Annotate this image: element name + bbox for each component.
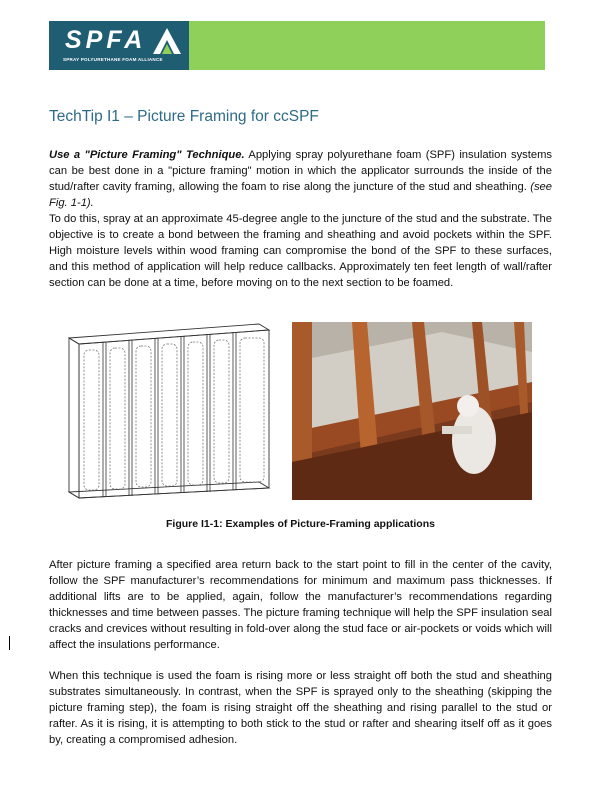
logo-wordmark: SPFA [65, 26, 147, 54]
attic-spraying-photo-icon [292, 322, 532, 500]
intro-body: Applying spray polyurethane foam (SPF) insulation systems can be best done in a "picture framing" motion in which the applicator surrounds the inside of the stud/rafter cavity framing, allowing the foam to rise along the juncture of the stud and sheathing. [49, 149, 552, 194]
paragraph-fill-center: After picture framing a specified area return back to the start point to fill in the center of the cavity, follow the SPF manufacturer’s recommendations for minimum and maximum pass thicknesses. If additional lifts are to be applied, again, follow the manufacturer’s recommendations regarding thicknesses and time between passes. The picture framing technique will help the SPF insulation seal cracks and crevices without resulting in fold-over along the stud face or air-pockets or voids which will affect the insulations performance. [49, 559, 552, 652]
header-green-bar [189, 21, 545, 70]
logo-tagline: SPRAY POLYURETHANE FOAM ALLIANCE [63, 57, 163, 62]
paragraph-technique-comparison: When this technique is used the foam is rising more or less straight off both the stud and sheathing substrates simultaneously. In contrast, when the SPF is sprayed only to the sheathing (skipping the picture framing step), the foam is rising straight off the sheathing and rising parallel to the stud or rafter. As it is rising, it is attempting to both stick to the stud or rafter and shearing itself off as it goes by, creating a compromised adhesion. [49, 670, 552, 747]
header-banner [49, 21, 545, 70]
paragraph-intro [49, 147, 552, 211]
spfa-logo [49, 21, 189, 70]
figure-caption: Figure I1-1: Examples of Picture-Framing applications [166, 518, 435, 530]
text-cursor [9, 636, 10, 650]
intro-lead: Use a "Picture Framing" Technique. [49, 149, 245, 161]
wall-framing-drawing-icon [63, 320, 273, 506]
logo-chevron-icon [153, 28, 181, 54]
paragraph-method: To do this, spray at an approximate 45-degree angle to the juncture of the stud and the substrate. The objective is to create a bond between the framing and sheathing and avoid pockets within the SPF. High moisture levels within wood framing can compromise the bond of the SPF to these surfaces, and this method of application will help reduce callbacks. Approximately ten feet length of wall/rafter section can be done at a time, before moving on to the next section to be foamed. [49, 213, 552, 290]
intro-figure-ref: (see Fig. 1-1). [49, 181, 552, 210]
page-title: TechTip I1 – Picture Framing for ccSPF [49, 108, 319, 125]
